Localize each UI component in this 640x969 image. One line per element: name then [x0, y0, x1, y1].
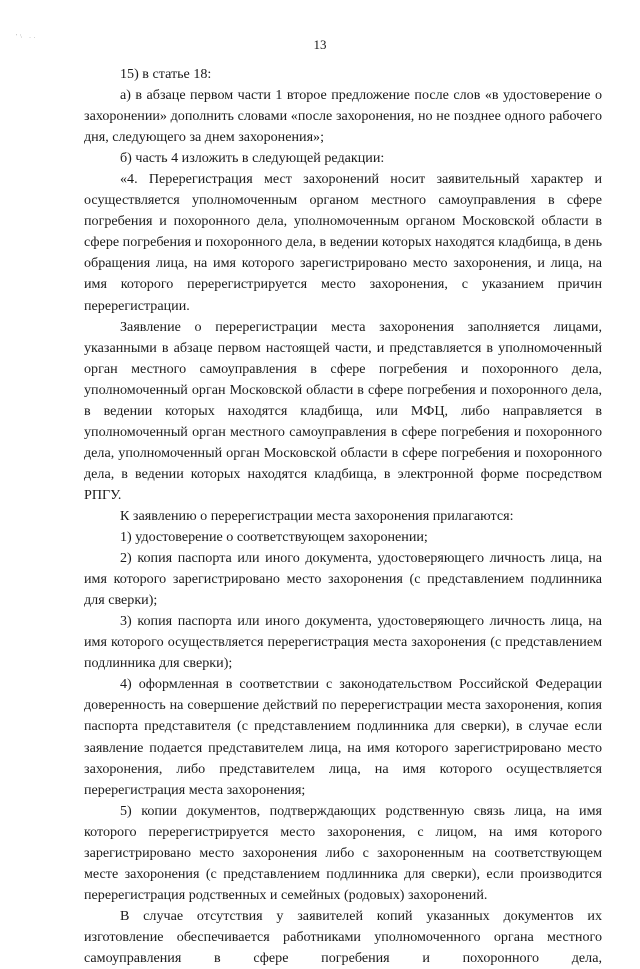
list-item-1: 1) удостоверение о соответствующем захоронении;	[120, 529, 428, 546]
document-body	[84, 64, 602, 969]
paragraph-item-b: б) часть 4 изложить в следующей редакции:	[120, 150, 385, 167]
scan-specks: '\ ..	[16, 34, 39, 40]
paragraph-part-4: «4. Перерегистрация мест захоронений носит заявительный характер и осуществляется уполномоченным органом местного самоуправления в сфере погребения и похоронного дела, уполномоченным органом Московской области в сфере погребения и похоронного дела, в ведении которых находятся кладбища, в день обращения лица, на имя которого зарегистрировано место захоронения, и лица, на имя которого перерегистрируется место захоронения, с указанием причин перерегистрации.	[84, 171, 602, 314]
paragraph-article-18: 15) в статье 18:	[120, 66, 212, 82]
list-item-4: 4) оформленная в соответствии с законодательством Российской Федерации доверенность на совершение действий по перерегистрации места захоронения, копия паспорта представителя (с представлением подлинника для сверки), в случае если заявление подается представителем лица, на имя которого зарегистрировано место захоронения, либо представителем лица, на имя которого осуществляется перерегистрация места захоронения;	[84, 676, 602, 798]
paragraph-item-a: а) в абзаце первом части 1 второе предложение после слов «в удостоверение о захоронении» дополнить словами «после захоронения, но не позднее одного рабочего дня, следующего за днем захоронения»;	[84, 87, 602, 146]
page-number: 13	[313, 37, 327, 52]
list-item-5: 5) копии документов, подтверждающих родственную связь лица, на имя которого перерегистрируется место захоронения, с лицом, на имя которого зарегистрировано место захоронения либо с захороненным на соответствующем месте захоронения (с представлением подлинника для сверки), если производится перерегистрация родственных и семейных (родовых) захоронений.	[84, 802, 602, 903]
paragraph-attachments-intro: К заявлению о перерегистрации места захоронения прилагаются:	[120, 507, 514, 524]
list-item-3: 3) копия паспорта или иного документа, удостоверяющего личность лица, на имя которого осуществляется перерегистрация места захоронения (с представлением подлинника для сверки);	[84, 613, 602, 672]
paragraph-application: Заявление о перерегистрации места захоронения заполняется лицами, указанными в абзаце первом настоящей части, и представляется в уполномоченный орган местного самоуправления в сфере погребения и похоронного дела, уполномоченный орган Московской области в сфере погребения и похоронного дела, в ведении которых находятся кладбища, или МФЦ, либо направляется в уполномоченный орган местного самоуправления в сфере погребения и похоронного дела, уполномоченный орган Московской области в сфере погребения и похоронного дела, в ведении которых находятся кладбища, в электронной форме посредством РПГУ.	[84, 318, 602, 503]
paragraph-missing-copies: В случае отсутствия у заявителей копий указанных документов их изготовление обеспечивается работниками уполномоченного органа местного самоуправления в сфере погребения и похоронного дела,	[84, 907, 602, 966]
list-item-2: 2) копия паспорта или иного документа, удостоверяющего личность лица, на имя которого зарегистрировано место захоронения (с представлением подлинника для сверки);	[84, 550, 602, 609]
